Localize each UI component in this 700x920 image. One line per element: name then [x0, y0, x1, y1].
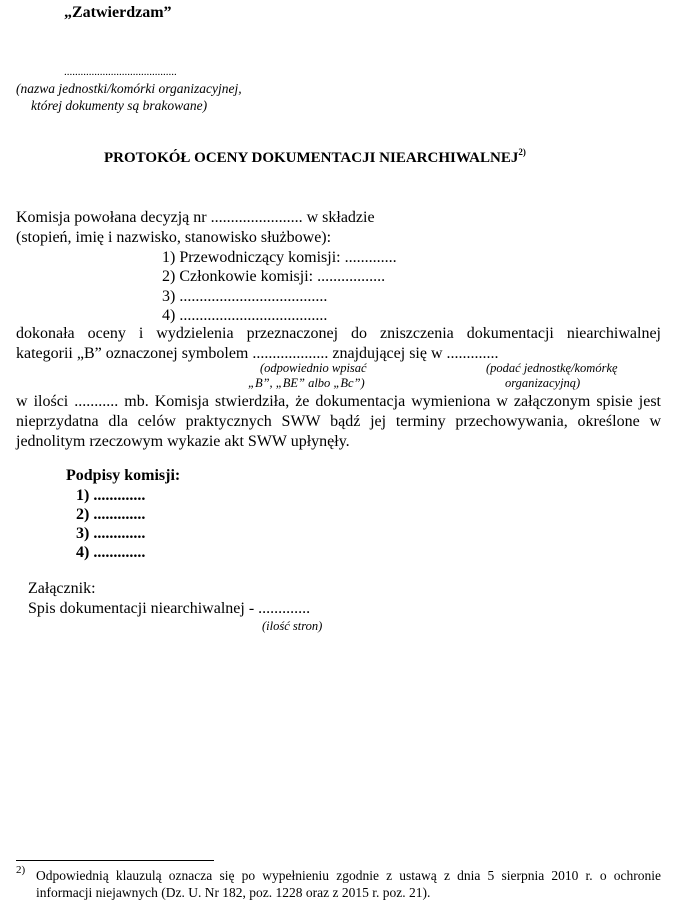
attachment-item: Spis dokumentacji niearchiwalnej - ............. [28, 600, 311, 617]
assessment-line-5: jednolitym rzeczowym wykazie akt SWW upłynęły. [16, 433, 350, 450]
unit-hint-line2: organizacyjną) [505, 376, 581, 390]
page-title [104, 147, 526, 167]
footnote-separator [16, 860, 214, 861]
footnote-line-1: Odpowiednią klauzulą oznacza się po wypełnieniu zgodnie z ustawą z dnia 5 sierpnia 2010 r. o ochronie [36, 868, 661, 883]
committee-intro: Komisja powołana decyzją nr ....................... w składzie [16, 209, 375, 226]
symbol-hint-line1: (odpowiednio wpisać [260, 361, 367, 375]
committee-member-3: 3) ..................................... [162, 288, 328, 305]
footnote-line-2: informacji niejawnych (Dz. U. Nr 182, poz. 1228 oraz z 2015 r. poz. 21). [36, 885, 431, 900]
footnote-marker: 2) [16, 864, 26, 876]
committee-member-1: 1) Przewodniczący komisji: ............. [162, 249, 397, 266]
signatures-heading: Podpisy komisji: [66, 467, 181, 484]
unit-name-placeholder: ......................................... [64, 66, 177, 78]
assessment-paragraph-2 [16, 392, 661, 452]
assessment-line-4: nieprzydatna dla celów praktycznych SWW bądź jej terminy przechowywania, określone w [16, 413, 661, 430]
signature-line-2: 2) ............. [76, 506, 146, 523]
title-footnote-ref: 2) [518, 147, 526, 157]
assessment-line-2: kategorii „B” oznaczonej symbolem ................... znajdującej się w ............. [16, 345, 499, 362]
committee-member-4: 4) ..................................... [162, 307, 328, 324]
committee-persons-caption: (stopień, imię i nazwisko, stanowisko służbowe): [16, 229, 332, 246]
symbol-hint-line2: „B”, „BE” albo „Bc”) [248, 376, 365, 390]
attachment-pages-hint: (ilość stron) [262, 619, 323, 633]
signature-line-4: 4) ............. [76, 544, 146, 561]
signature-line-1: 1) ............. [76, 487, 146, 504]
unit-hint-line1: (podać jednostkę/komórkę [486, 361, 618, 375]
assessment-paragraph-1 [16, 324, 661, 364]
unit-caption-line1: (nazwa jednostki/komórki organizacyjnej, [16, 81, 242, 96]
assessment-line-1: dokonała oceny i wydzielenia przeznaczonej do zniszczenia dokumentacji niearchiwalnej [16, 325, 661, 342]
assessment-line-3: w ilości ........... mb. Komisja stwierdziła, że dokumentacja wymieniona w załączonym spisie jest [16, 393, 661, 410]
page-title-text: PROTOKÓŁ OCENY DOKUMENTACJI NIEARCHIWALNEJ [104, 150, 519, 166]
signature-line-3: 3) ............. [76, 525, 146, 542]
attachment-label: Załącznik: [28, 580, 96, 597]
unit-caption-line2: której dokumenty są brakowane) [31, 98, 208, 113]
committee-member-2: 2) Członkowie komisji: ................. [162, 268, 386, 285]
approval-label: „Zatwierdzam” [64, 4, 172, 21]
